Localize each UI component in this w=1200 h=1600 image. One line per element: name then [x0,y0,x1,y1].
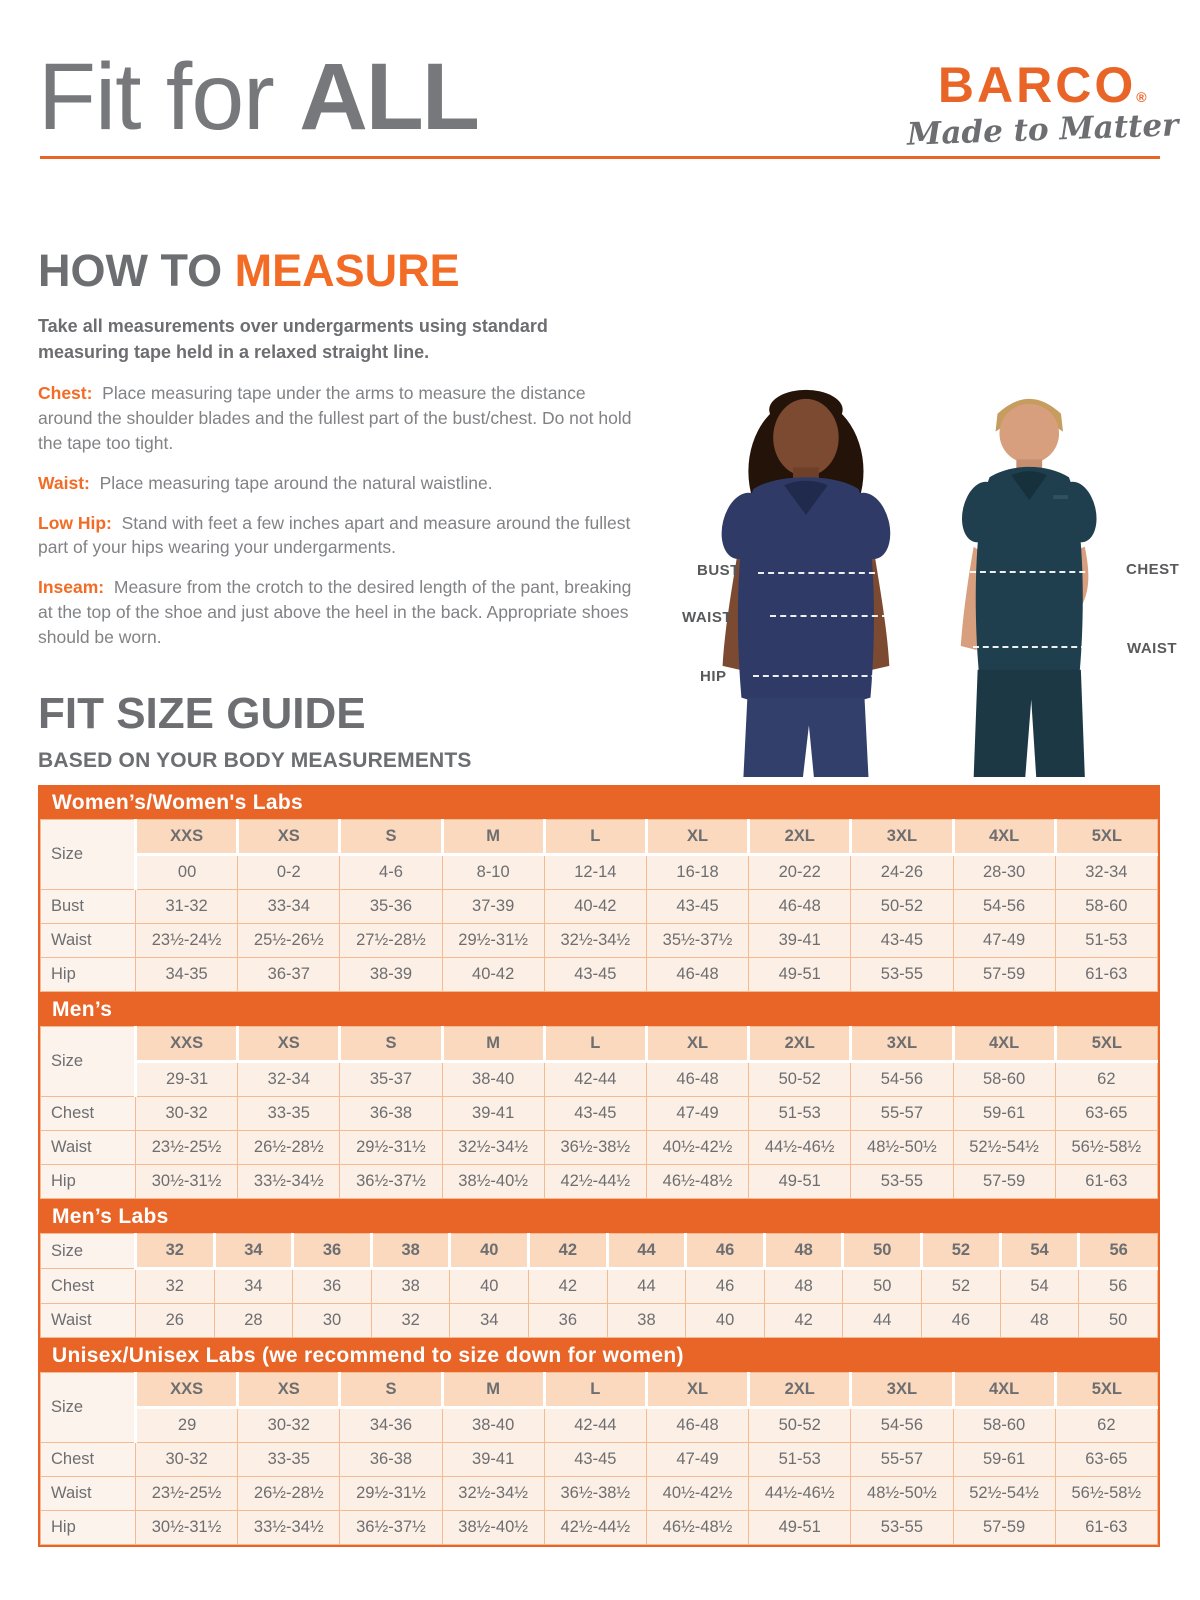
waist-label-woman: WAIST [682,609,732,626]
size-header-cell: 46 [686,1234,765,1269]
measure-item-label: Low Hip: [38,512,112,533]
value-cell: 32 [136,1269,215,1304]
size-header-cell: 4XL [953,1027,1055,1062]
measure-intro: Take all measurements over undergarments using standard measuring tape held in a relaxed straight line. [38,316,548,363]
value-cell: 47-49 [646,1097,748,1131]
value-cell: 30-32 [136,1443,238,1477]
value-cell: 57-59 [953,1511,1055,1545]
size-header-cell: 3XL [851,820,953,855]
value-cell: 32½-34½ [442,1477,544,1511]
value-cell: 40 [450,1269,529,1304]
value-cell: 26½-28½ [238,1131,340,1165]
value-cell: 43-45 [544,1097,646,1131]
size-header-cell: L [544,1027,646,1062]
value-cell: 46 [922,1304,1001,1338]
size-header-cell: 2XL [749,1027,851,1062]
barco-logo [905,57,1179,153]
size-header-cell: XS [238,1373,340,1408]
measure-instructions-list [38,381,638,650]
size-label-cell: Size [41,1234,136,1269]
value-cell: 54 [1000,1269,1079,1304]
numeric-size-cell: 32-34 [1055,855,1157,890]
row-label-cell: Chest [41,1269,136,1304]
value-cell: 43-45 [544,958,646,992]
table-banner: Men’s Labs [40,1201,1158,1233]
measure-item [38,511,638,561]
value-cell: 49-51 [749,1511,851,1545]
value-cell: 33-34 [238,890,340,924]
size-header-cell: 56 [1079,1234,1158,1269]
registered-mark: ® [1136,89,1147,105]
value-cell: 50 [1079,1304,1158,1338]
bust-measure-line [758,572,885,574]
value-cell: 29½-31½ [340,1131,442,1165]
value-cell: 36½-38½ [544,1131,646,1165]
row-label-cell: Bust [41,890,136,924]
value-cell: 53-55 [851,1511,953,1545]
size-header-cell: 2XL [749,820,851,855]
numeric-size-cell: 54-56 [851,1062,953,1097]
measurement-row [41,1131,1158,1165]
numeric-size-cell: 42-44 [544,1062,646,1097]
value-cell: 55-57 [851,1097,953,1131]
size-label-cell: Size [41,1027,136,1097]
size-header-cell: 4XL [953,1373,1055,1408]
value-cell: 34-35 [136,958,238,992]
value-cell: 50-52 [851,890,953,924]
value-cell: 36½-37½ [340,1511,442,1545]
value-cell: 46½-48½ [646,1511,748,1545]
size-table [40,1372,1158,1545]
value-cell: 51-53 [749,1443,851,1477]
size-header-cell: XL [646,1373,748,1408]
size-table-mens-labs [38,1199,1160,1340]
size-header-cell: L [544,1373,646,1408]
how-to-measure-section [38,245,638,665]
value-cell: 36 [529,1304,608,1338]
value-cell: 61-63 [1055,958,1157,992]
value-cell: 33-35 [238,1097,340,1131]
row-label-cell: Waist [41,924,136,958]
value-cell: 46-48 [749,890,851,924]
value-cell: 36-37 [238,958,340,992]
row-label-cell: Hip [41,1165,136,1199]
value-cell: 40½-42½ [646,1477,748,1511]
measurement-row [41,1165,1158,1199]
size-header-cell: 50 [843,1234,922,1269]
numeric-size-cell: 58-60 [953,1408,1055,1443]
size-header-cell: 36 [293,1234,372,1269]
numeric-size-cell: 35-37 [340,1062,442,1097]
measure-item-text: Measure from the crotch to the desired length of the pant, breaking at the top of the shoe and just above the heel in the back. Appropriate shoes should be worn. [38,577,632,647]
size-header-cell: XXS [136,1027,238,1062]
value-cell: 44½-46½ [749,1131,851,1165]
size-header-cell: 4XL [953,820,1055,855]
row-label-cell: Chest [41,1097,136,1131]
hip-label: HIP [700,668,727,685]
size-header-cell: XL [646,1027,748,1062]
value-cell: 23½-25½ [136,1477,238,1511]
size-header-row [41,1234,1158,1269]
size-header-cell: 3XL [851,1027,953,1062]
value-cell: 51-53 [1055,924,1157,958]
value-cell: 25½-26½ [238,924,340,958]
numeric-size-cell: 62 [1055,1062,1157,1097]
page-title-bold: ALL [299,44,478,150]
value-cell: 53-55 [851,1165,953,1199]
value-cell: 42 [529,1269,608,1304]
size-header-cell: 5XL [1055,1373,1157,1408]
numeric-size-cell: 29 [136,1408,238,1443]
numeric-size-cell: 62 [1055,1408,1157,1443]
value-cell: 63-65 [1055,1443,1157,1477]
numeric-size-cell: 30-32 [238,1408,340,1443]
value-cell: 48½-50½ [851,1131,953,1165]
value-cell: 56½-58½ [1055,1477,1157,1511]
measurement-row [41,890,1158,924]
row-label-cell: Waist [41,1131,136,1165]
value-cell: 36-38 [340,1443,442,1477]
value-cell: 36½-37½ [340,1165,442,1199]
value-cell: 38½-40½ [442,1511,544,1545]
value-cell: 38 [607,1304,686,1338]
measurement-row [41,958,1158,992]
size-header-cell: XXS [136,1373,238,1408]
size-header-cell: 2XL [749,1373,851,1408]
fit-size-guide-section [38,689,1160,1547]
value-cell: 49-51 [749,1165,851,1199]
size-table [40,1233,1158,1338]
size-table-unisex [38,1338,1160,1547]
size-header-row [41,1027,1158,1062]
value-cell: 26 [136,1304,215,1338]
chest-measure-line [970,571,1115,573]
size-header-cell: L [544,820,646,855]
value-cell: 58-60 [1055,890,1157,924]
value-cell: 40 [686,1304,765,1338]
barco-logo-text: BARCO [937,57,1137,113]
measurement-row [41,1443,1158,1477]
value-cell: 35-36 [340,890,442,924]
how-to-measure-heading [38,245,638,296]
value-cell: 61-63 [1055,1511,1157,1545]
value-cell: 26½-28½ [238,1477,340,1511]
value-cell: 42½-44½ [544,1511,646,1545]
row-label-cell: Waist [41,1477,136,1511]
value-cell: 47-49 [953,924,1055,958]
measurement-row [41,1511,1158,1545]
size-guide-heading: FIT SIZE GUIDE [38,689,366,738]
chest-label: CHEST [1126,561,1180,578]
value-cell: 52 [922,1269,1001,1304]
numeric-size-cell: 12-14 [544,855,646,890]
value-cell: 54-56 [953,890,1055,924]
value-cell: 43-45 [646,890,748,924]
size-header-cell: 5XL [1055,1027,1157,1062]
value-cell: 23½-24½ [136,924,238,958]
numeric-size-cell: 16-18 [646,855,748,890]
page-title-regular: Fit for [38,44,274,150]
table-banner: Men’s [40,994,1158,1026]
size-table [40,819,1158,992]
value-cell: 36 [293,1269,372,1304]
size-header-cell: 54 [1000,1234,1079,1269]
numeric-size-cell: 24-26 [851,855,953,890]
measure-item-label: Inseam: [38,577,105,598]
numeric-size-cell: 28-30 [953,855,1055,890]
measurement-row [41,1269,1158,1304]
waist-measure-line-man [973,646,1087,648]
measurement-row [41,924,1158,958]
size-header-cell: XL [646,820,748,855]
value-cell: 42 [764,1304,843,1338]
size-header-cell: S [340,1027,442,1062]
measure-item-text: Place measuring tape around the natural waistline. [89,472,493,493]
numeric-size-cell: 4-6 [340,855,442,890]
size-header-cell: 42 [529,1234,608,1269]
size-header-cell: XS [238,1027,340,1062]
size-table-mens [38,992,1160,1201]
numeric-size-cell: 50-52 [749,1062,851,1097]
size-header-row [41,1373,1158,1408]
value-cell: 38½-40½ [442,1165,544,1199]
numeric-size-row [41,1408,1158,1443]
size-table-womens [38,785,1160,994]
waist-label-man: WAIST [1127,640,1177,657]
row-label-cell: Hip [41,1511,136,1545]
numeric-size-cell: 58-60 [953,1062,1055,1097]
value-cell: 29½-31½ [340,1477,442,1511]
value-cell: 50 [843,1269,922,1304]
value-cell: 36-38 [340,1097,442,1131]
value-cell: 29½-31½ [442,924,544,958]
numeric-size-cell: 46-48 [646,1408,748,1443]
measurement-row [41,1304,1158,1338]
value-cell: 47-49 [646,1443,748,1477]
row-label-cell: Chest [41,1443,136,1477]
numeric-size-cell: 8-10 [442,855,544,890]
value-cell: 30½-31½ [136,1511,238,1545]
value-cell: 40-42 [544,890,646,924]
value-cell: 33½-34½ [238,1165,340,1199]
value-cell: 57-59 [953,1165,1055,1199]
value-cell: 28 [214,1304,293,1338]
value-cell: 38 [371,1269,450,1304]
size-header-cell: 38 [371,1234,450,1269]
heading-orange-part: MEASURE [234,245,460,296]
row-label-cell: Hip [41,958,136,992]
value-cell: 30½-31½ [136,1165,238,1199]
value-cell: 51-53 [749,1097,851,1131]
size-header-cell: 52 [922,1234,1001,1269]
value-cell: 55-57 [851,1443,953,1477]
value-cell: 48 [1000,1304,1079,1338]
value-cell: 56 [1079,1269,1158,1304]
size-header-cell: M [442,820,544,855]
value-cell: 23½-25½ [136,1131,238,1165]
row-label-cell: Waist [41,1304,136,1338]
value-cell: 39-41 [442,1443,544,1477]
value-cell: 38-39 [340,958,442,992]
value-cell: 39-41 [749,924,851,958]
value-cell: 46 [686,1269,765,1304]
size-header-cell: 5XL [1055,820,1157,855]
value-cell: 27½-28½ [340,924,442,958]
page-title [38,44,478,150]
measure-item-text: Place measuring tape under the arms to measure the distance around the shoulder blades and the fullest part of the bust/chest. Do not hold the tape too tight. [38,383,632,453]
measure-item-label: Waist: [38,472,90,493]
barco-logo-wordmark [907,57,1178,113]
value-cell: 32 [371,1304,450,1338]
size-header-cell: XS [238,820,340,855]
value-cell: 34 [214,1269,293,1304]
size-guide-subheading: BASED ON YOUR BODY MEASUREMENTS [38,749,472,772]
measure-item-text: Stand with feet a few inches apart and measure around the fullest part of your hips wearing your undergarments. [38,512,631,558]
value-cell: 57-59 [953,958,1055,992]
barco-tagline: Made to Matter [905,107,1179,153]
size-header-cell: 48 [764,1234,843,1269]
value-cell: 32½-34½ [544,924,646,958]
numeric-size-cell: 34-36 [340,1408,442,1443]
value-cell: 40-42 [442,958,544,992]
value-cell: 48½-50½ [851,1477,953,1511]
value-cell: 59-61 [953,1443,1055,1477]
value-cell: 31-32 [136,890,238,924]
size-header-cell: 3XL [851,1373,953,1408]
value-cell: 63-65 [1055,1097,1157,1131]
measure-item [38,471,638,496]
value-cell: 53-55 [851,958,953,992]
size-header-row [41,820,1158,855]
numeric-size-cell: 46-48 [646,1062,748,1097]
size-header-cell: M [442,1373,544,1408]
waist-measure-line-woman [770,615,888,617]
numeric-size-cell: 54-56 [851,1408,953,1443]
value-cell: 43-45 [544,1443,646,1477]
measure-item [38,575,638,650]
value-cell: 39-41 [442,1097,544,1131]
value-cell: 49-51 [749,958,851,992]
value-cell: 37-39 [442,890,544,924]
measure-item-label: Chest: [38,383,93,404]
value-cell: 46-48 [646,958,748,992]
value-cell: 44 [607,1269,686,1304]
value-cell: 33-35 [238,1443,340,1477]
numeric-size-cell: 50-52 [749,1408,851,1443]
size-header-cell: 34 [214,1234,293,1269]
value-cell: 33½-34½ [238,1511,340,1545]
bust-label: BUST [697,562,740,579]
value-cell: 42½-44½ [544,1165,646,1199]
value-cell: 36½-38½ [544,1477,646,1511]
orange-divider [40,156,1160,159]
size-header-cell: 32 [136,1234,215,1269]
size-label-cell: Size [41,1373,136,1443]
numeric-size-cell: 29-31 [136,1062,238,1097]
value-cell: 44 [843,1304,922,1338]
value-cell: 34 [450,1304,529,1338]
size-header-cell: S [340,820,442,855]
table-banner: Women’s/Women's Labs [40,787,1158,819]
value-cell: 52½-54½ [953,1477,1055,1511]
numeric-size-cell: 38-40 [442,1062,544,1097]
value-cell: 61-63 [1055,1165,1157,1199]
value-cell: 46½-48½ [646,1165,748,1199]
numeric-size-cell: 00 [136,855,238,890]
heading-gray-part: HOW TO [38,245,223,296]
value-cell: 30-32 [136,1097,238,1131]
value-cell: 43-45 [851,924,953,958]
measurement-row [41,1477,1158,1511]
numeric-size-cell: 32-34 [238,1062,340,1097]
size-label-cell: Size [41,820,136,890]
size-header-cell: 44 [607,1234,686,1269]
size-header-cell: S [340,1373,442,1408]
size-tables [38,785,1160,1547]
value-cell: 40½-42½ [646,1131,748,1165]
value-cell: 52½-54½ [953,1131,1055,1165]
numeric-size-row [41,1062,1158,1097]
table-banner: Unisex/Unisex Labs (we recommend to size down for women) [40,1340,1158,1372]
value-cell: 48 [764,1269,843,1304]
value-cell: 44½-46½ [749,1477,851,1511]
size-header-cell: XXS [136,820,238,855]
numeric-size-cell: 0-2 [238,855,340,890]
numeric-size-row [41,855,1158,890]
measurement-row [41,1097,1158,1131]
size-table [40,1026,1158,1199]
size-header-cell: 40 [450,1234,529,1269]
value-cell: 35½-37½ [646,924,748,958]
numeric-size-cell: 20-22 [749,855,851,890]
value-cell: 30 [293,1304,372,1338]
measure-item [38,381,638,456]
value-cell: 32½-34½ [442,1131,544,1165]
value-cell: 56½-58½ [1055,1131,1157,1165]
numeric-size-cell: 38-40 [442,1408,544,1443]
value-cell: 59-61 [953,1097,1055,1131]
hip-measure-line [753,675,907,677]
size-header-cell: M [442,1027,544,1062]
numeric-size-cell: 42-44 [544,1408,646,1443]
